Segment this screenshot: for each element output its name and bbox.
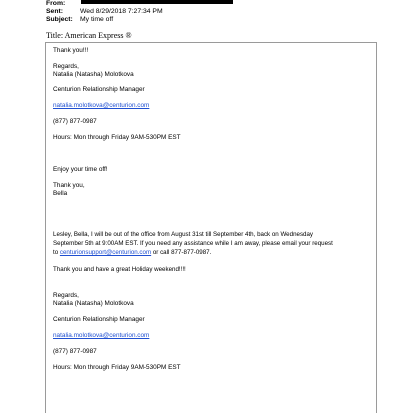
sent-row bbox=[46, 8, 163, 16]
regards-line: Regards, bbox=[53, 63, 79, 70]
support-email-link[interactable]: centurionsupport@centurion.com bbox=[59, 249, 152, 256]
document-title: Title: American Express ® bbox=[46, 31, 132, 40]
holiday-line: Thank you and have a great Holiday weekend!!!! bbox=[53, 266, 186, 273]
signature-name-2: Natalia (Natasha) Molotkova bbox=[53, 300, 134, 307]
signature-role-2: Centurion Relationship Manager bbox=[53, 316, 145, 323]
signature-hours-2: Hours: Mon through Friday 9AM-530PM EST bbox=[53, 364, 181, 371]
sent-label: Sent: bbox=[46, 8, 63, 15]
signature-email-link[interactable]: natalia.molotkova@centurion.com bbox=[53, 102, 150, 109]
signature-name: Natalia (Natasha) Molotkova bbox=[53, 71, 134, 78]
ooo-line-1: Lesley, Bella, I will be out of the office from August 31st till September 4th, back on Wednesday bbox=[53, 231, 314, 238]
signature-email-row-2 bbox=[53, 332, 149, 340]
subject-row bbox=[46, 16, 113, 24]
thank-you-line: Thank you, bbox=[53, 182, 85, 189]
subject-value: My time off bbox=[80, 16, 114, 23]
from-row bbox=[46, 0, 134, 8]
signature-hours: Hours: Mon through Friday 9AM-530PM EST bbox=[53, 134, 181, 141]
subject-label: Subject: bbox=[46, 16, 73, 23]
bella-line: Bella bbox=[53, 190, 68, 197]
sent-value: Wed 8/29/2018 7:27:34 PM bbox=[80, 8, 163, 15]
signature-email-link-2[interactable]: natalia.molotkova@centurion.com bbox=[53, 332, 150, 339]
signature-email-row bbox=[53, 102, 149, 110]
signature-role: Centurion Relationship Manager bbox=[53, 86, 145, 93]
ooo-line-2: September 5th at 9:00AM EST. If you need any assistance while I am away, please email your request bbox=[53, 240, 333, 247]
thanks-line: Thank you!!! bbox=[53, 47, 89, 54]
enjoy-line: Enjoy your time off! bbox=[53, 166, 108, 173]
regards-line-2: Regards, bbox=[53, 292, 79, 299]
signature-phone: (877) 877-0987 bbox=[53, 118, 97, 125]
ooo-line-3-suffix: or call 877-877-0987. bbox=[151, 249, 212, 256]
signature-phone-2: (877) 877-0987 bbox=[53, 348, 97, 355]
message-frame bbox=[45, 42, 377, 413]
ooo-line-3 bbox=[53, 249, 211, 258]
from-label: From: bbox=[46, 0, 66, 7]
ooo-line-3-prefix: to bbox=[53, 249, 60, 256]
